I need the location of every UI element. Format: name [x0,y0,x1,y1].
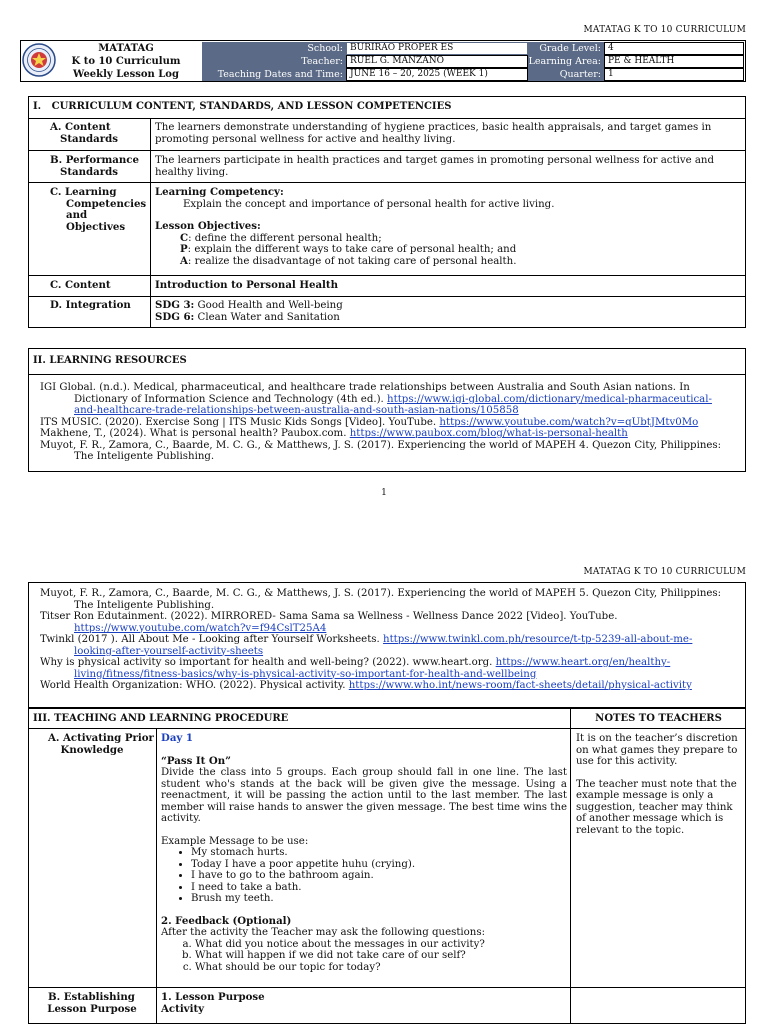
list-item: a. What did you notice about the messages in our activity? [195,939,567,951]
school-value: BURIRAO PROPER ES [346,42,528,55]
reference-link[interactable]: https://www.youtube.com/watch?v=f94CslT25A4 [74,622,327,634]
dates-value: JUNE 16 – 20, 2025 (WEEK 1) [346,68,528,81]
list-item: • Today I have a poor appetite huhu (crying). [191,859,567,871]
activity-title: “Pass It On” [161,754,232,767]
section-3-heading: III. TEACHING AND LEARNING PROCEDURE [33,713,289,724]
list-item: • I need to take a bath. [191,882,567,894]
activity-cell [161,733,567,973]
resources-list [40,382,730,463]
performance-standards-label: B. Performance Standards [50,154,139,178]
section-2-heading: II. LEARNING RESOURCES [33,355,187,366]
section-1-heading: I. CURRICULUM CONTENT, STANDARDS, AND LESSON COMPETENCIES [33,101,452,112]
reference-link[interactable]: https://www.igi-global.com/dictionary/medical-pharmaceutical-and-healthcare-trade-relationships-between-australia-and-south-asian-nations/105858 [74,393,712,416]
list-item: b. What will happen if we did not take care of our self? [195,950,567,962]
reference-link[interactable]: https://www.who.int/news-room/fact-sheets/detail/physical-activity [348,680,692,691]
activating-knowledge-label: A. Activating Prior Knowledge [48,732,154,756]
list-item: • Brush my teeth. [191,893,567,905]
deped-seal-icon [22,43,56,77]
example-intro: Example Message to be use: [161,835,309,847]
day-label: Day 1 [161,732,193,744]
integration-text: SDG 3: Good Health and Well-being SDG 6: Clean Water and Sanitation [155,299,343,323]
list-item: • My stomach hurts. [191,847,567,859]
grade-label: Grade Level: [528,42,604,55]
lesson-log-title: MATATAG K to 10 Curriculum Weekly Lesson Log [71,43,181,80]
reference-link[interactable]: https://www.youtube.com/watch?v=qUbtJMtv0Mo [439,416,699,428]
competencies-label: C. Learning Competencies and Objectives [50,186,147,233]
content-standards-text: The learners demonstrate understanding of hygiene practices, basic health appraisals, and target games in promoting personal wellness for active and healthy living. [155,122,712,145]
feedback-questions [161,939,567,974]
quarter-label: Quarter: [528,68,604,81]
reference-item: Muyot, F. R., Zamora, C., Baarde, M. C. G., & Matthews, J. S. (2017). Experiencing the world of MAPEH 5. Quezon City, Philippines: The Inteligente Publishing. [40,588,722,611]
content-label: C. Content [50,279,111,291]
quarter-value: 1 [604,68,744,81]
integration-label: D. Integration [50,299,131,311]
lesson-purpose-cell: 1. Lesson Purpose Activity [161,991,265,1015]
learning-area-label: Learning Area: [528,55,604,68]
example-messages [161,847,567,905]
competencies-cell: Learning Competency: Explain the concept and importance of personal health for active living. Lesson Objectives: C: define the different personal health; P: explain the different ways to take care of personal health; and A: realize the disadvantage of not taking care of personal health. [155,186,555,267]
reference-item: ITS MUSIC. (2020). Exercise Song | ITS Music Kids Songs [Video]. YouTube. https://www.youtube.com/watch?v=qUbtJMtv0Mo [40,416,699,428]
reference-link[interactable]: https://www.heart.org/en/healthy- living/fitness/fitness-basics/why-is-physical-activity-so-important-for-health-and-wellbeing [74,657,671,680]
teacher-note: The teacher must note that the example message is only a suggestion, teacher may think of another message which is relevant to the topic. [576,778,737,836]
grade-value: 4 [604,42,744,55]
notes-heading: NOTES TO TEACHERS [595,713,722,724]
page-number: 1 [381,488,387,498]
resources-list-continued [40,588,730,692]
dates-label: Teaching Dates and Time: [202,68,346,81]
content-standards-label: A. Content Standards [50,121,119,145]
content-text: Introduction to Personal Health [155,279,339,291]
list-item: • I have to go to the bathroom again. [191,870,567,882]
teacher-notes [576,733,742,836]
teacher-note: It is on the teacher’s discretion on what games they prepare to use for this activity. [576,733,738,767]
reference-item: Titser Ron Edutainment. (2022). MIRRORED- Sama Sama sa Wellness - Wellness Dance 2022 [Video]. YouTube. https://www.youtube.com/watch?v=f94CslT25A4 [40,611,618,634]
establishing-purpose-label: B. Establishing Lesson Purpose [47,991,137,1015]
reference-item: Muyot, F. R., Zamora, C., Baarde, M. C. G., & Matthews, J. S. (2017). Experiencing the world of MAPEH 4. Quezon City, Philippines: The Inteligente Publishing. [40,439,722,462]
learning-area-value: PE & HEALTH [604,55,744,68]
reference-item: Why is physical activity so important for health and well-being? (2022). www.heart.org. https://www.heart.org/en/healthy- living/fitness/fitness-basics/why-is-physical-activity-so-important-for-health-and-wellbeing [40,657,671,680]
curriculum-tag: MATATAG K TO 10 CURRICULUM [583,25,746,35]
reference-item: World Health Organization: WHO. (2022). Physical activity. https://www.who.int/news-room/fact-sheets/detail/physical-activity [40,680,692,691]
reference-item: Twinkl (2017 ). All About Me - Looking after Yourself Worksheets. https://www.twinkl.com.ph/resource/t-tp-5239-all-about-me-looking-after-yourself-activity-sheets [40,634,693,657]
reference-link[interactable]: https://www.paubox.com/blog/what-is-personal-health [349,428,628,439]
list-item: c. What should be our topic for today? [195,962,567,974]
curriculum-tag: MATATAG K TO 10 CURRICULUM [583,567,746,577]
activity-description: Divide the class into 5 groups. Each group should fall in one line. The last student who's stands at the back will be given give the message. Using a reenactment, it will be passing the action until to the last member. The last member will raise hands to answer the given message. The best time wins the activity. [161,767,567,824]
feedback-intro: After the activity the Teacher may ask the following questions: [161,927,486,938]
reference-link[interactable]: https://www.twinkl.com.ph/resource/t-tp-5239-all-about-me-looking-after-yourself-activity-sheets [74,634,693,657]
teacher-label: Teacher: [202,55,346,68]
performance-standards-text: The learners participate in health practices and target games in promoting personal wellness for active and healthy living. [155,155,715,178]
feedback-title: 2. Feedback (Optional) [161,914,292,927]
reference-item: IGI Global. (n.d.). Medical, pharmaceutical, and healthcare trade relationships between Australia and South Asian nations. In Dictionary of Information Science and Technology (4th ed.). https://www.igi-global.com/dictionary/medical-pharmaceutical-and-healthcare-trade-relationships-between-australia-and-south-asian-nations/105858 [40,382,712,416]
school-label: School: [202,42,346,55]
teacher-value: RUEL G. MANZANO [346,55,528,68]
reference-item: Makhene, T., (2024). What is personal health? Paubox.com. https://www.paubox.com/blog/what-is-personal-health [40,428,628,439]
